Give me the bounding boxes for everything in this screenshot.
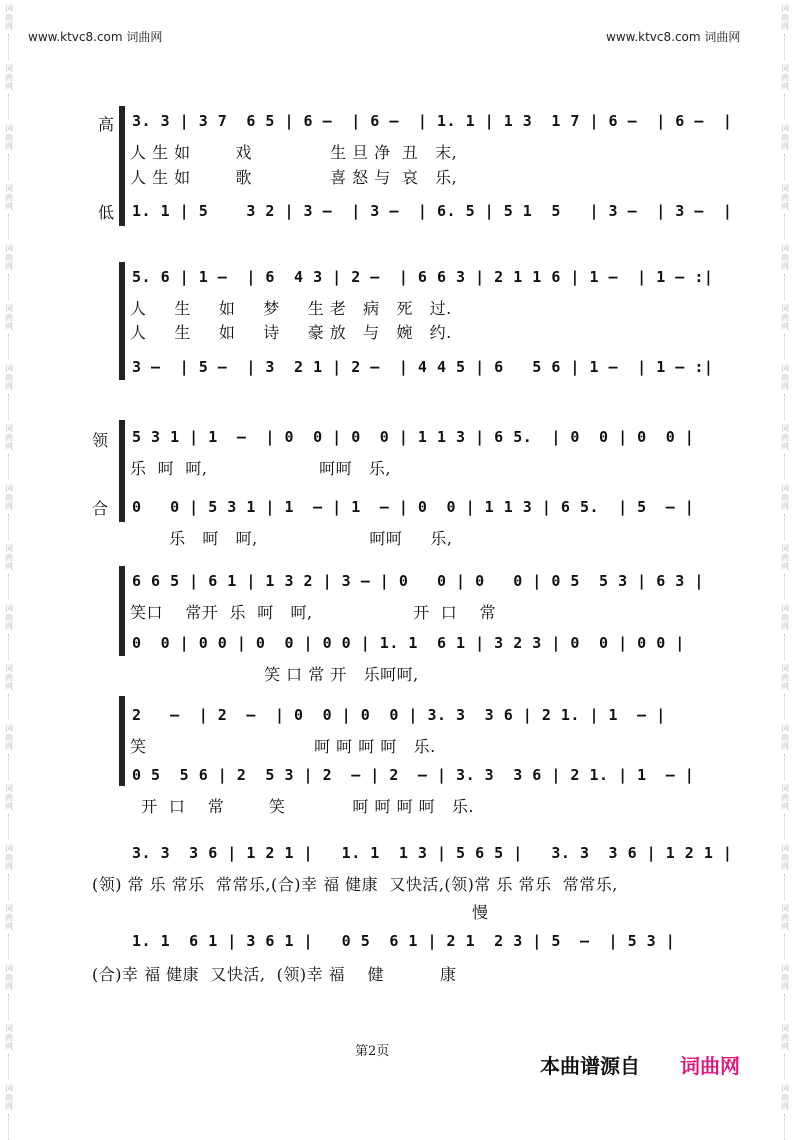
side-watermark-text: 词 曲 网 <box>781 724 789 751</box>
lyrics-verse-1: 人 生 如 梦 生 老 病 死 过. <box>130 299 452 318</box>
side-watermark-divider <box>8 1054 9 1080</box>
staff-notes-high: 5. 6 | 1 – | 6 4 3 | 2 – | 6 6 3 | 2 1 1 6 | 1 – | 1 – :| <box>132 268 714 286</box>
side-watermark-divider <box>8 754 9 780</box>
lyrics-lead: 笑 呵 呵 呵 呵 乐. <box>130 737 436 756</box>
part-label-chorus: 合 <box>92 499 109 518</box>
side-watermark-text: 词 曲 网 <box>781 64 789 91</box>
system-bracket <box>119 106 125 226</box>
system-bracket <box>119 696 125 786</box>
side-watermark-divider <box>8 1114 9 1140</box>
side-watermark-text: 词 曲 网 <box>5 184 13 211</box>
part-label-low: 低 <box>98 203 115 222</box>
side-watermark-text: 词 曲 网 <box>5 544 13 571</box>
side-watermark-divider <box>784 814 785 840</box>
side-watermark-divider <box>784 214 785 240</box>
side-watermark-text: 词 曲 网 <box>781 904 789 931</box>
system-bracket <box>119 262 125 380</box>
side-watermark-divider <box>784 454 785 480</box>
side-watermark-text: 词 曲 网 <box>5 64 13 91</box>
melody-line-2: 1. 1 6 1 | 3 6 1 | 0 5 6 1 | 2 1 2 3 | 5 – | 5 3 | <box>132 932 676 950</box>
side-watermark-text: 词 曲 网 <box>5 124 13 151</box>
side-watermark-divider <box>8 814 9 840</box>
side-watermark-text: 词 曲 网 <box>781 604 789 631</box>
side-watermark-divider <box>784 1054 785 1080</box>
source-prefix: 本曲谱源自 <box>540 1054 640 1078</box>
side-watermark-divider <box>784 574 785 600</box>
side-watermark-divider <box>8 634 9 660</box>
lyrics-chorus: 乐 呵 呵, 呵呵 乐, <box>130 529 453 548</box>
side-watermark-divider <box>784 1114 785 1140</box>
side-watermark-divider <box>784 754 785 780</box>
side-watermark-divider <box>8 274 9 300</box>
side-watermark-divider <box>8 394 9 420</box>
side-watermark-text: 词 曲 网 <box>5 964 13 991</box>
lyrics-verse-1: 人 生 如 戏 生 旦 净 丑 末, <box>130 143 458 162</box>
lyrics-line-1: (领) 常 乐 常乐 常常乐,(合)幸 福 健康 又快活,(领)常 乐 常乐 常常乐, <box>92 875 618 894</box>
side-watermark-divider <box>784 154 785 180</box>
side-watermark-text: 词 曲 网 <box>5 1024 13 1051</box>
side-watermark-text: 词 曲 网 <box>781 664 789 691</box>
lyrics-chorus: 开 口 常 笑 呵 呵 呵 呵 乐. <box>130 797 475 816</box>
part-label-lead: 领 <box>92 431 109 450</box>
staff-notes-high: 3. 3 | 3 7 6 5 | 6 – | 6 – | 1. 1 | 1 3 1 7 | 6 – | 6 – | <box>132 112 733 130</box>
side-watermark-text: 词 曲 网 <box>5 4 13 31</box>
side-watermark-text: 词 曲 网 <box>781 1084 789 1111</box>
part-label-high: 高 <box>98 115 115 134</box>
side-watermark-divider <box>784 34 785 60</box>
lyrics-lead: 笑口 常开 乐 呵 呵, 开 口 常 <box>130 603 497 622</box>
side-watermark-divider <box>8 154 9 180</box>
side-watermark-text: 词 曲 网 <box>5 604 13 631</box>
side-watermark-divider <box>784 94 785 120</box>
side-watermark-divider <box>784 394 785 420</box>
staff-notes-chorus: 0 0 | 0 0 | 0 0 | 0 0 | 1. 1 6 1 | 3 2 3 | 0 0 | 0 0 | <box>132 634 685 652</box>
right-side-watermark <box>776 0 794 1111</box>
source-brand: 词曲网 <box>680 1054 740 1078</box>
staff-notes-low: 3 – | 5 – | 3 2 1 | 2 – | 4 4 5 | 6 5 6 | 1 – | 1 – :| <box>132 358 714 376</box>
side-watermark-divider <box>8 514 9 540</box>
side-watermark-divider <box>8 34 9 60</box>
system-bracket <box>119 566 125 656</box>
side-watermark-divider <box>784 334 785 360</box>
side-watermark-text: 词 曲 网 <box>781 364 789 391</box>
staff-notes-lead: 2 – | 2 – | 0 0 | 0 0 | 3. 3 3 6 | 2 1. | 1 – | <box>132 706 666 724</box>
lyrics-chorus: 笑 口 常 开 乐呵呵, <box>130 665 419 684</box>
side-watermark-text: 词 曲 网 <box>781 124 789 151</box>
left-side-watermark <box>0 0 18 1111</box>
staff-notes-low: 1. 1 | 5 3 2 | 3 – | 3 – | 6. 5 | 5 1 5 | 3 – | 3 – | <box>132 202 733 220</box>
side-watermark-divider <box>8 994 9 1020</box>
tempo-mark: 慢 <box>472 903 489 922</box>
side-watermark-divider <box>8 874 9 900</box>
lyrics-verse-2: 人 生 如 诗 豪 放 与 婉 约. <box>130 323 452 342</box>
side-watermark-text: 词 曲 网 <box>781 304 789 331</box>
side-watermark-text: 词 曲 网 <box>5 664 13 691</box>
staff-notes-chorus: 0 0 | 5 3 1 | 1 – | 1 – | 0 0 | 1 1 3 | 6 5. | 5 – | <box>132 498 695 516</box>
side-watermark-divider <box>784 874 785 900</box>
lyrics-lead: 乐 呵 呵, 呵呵 乐, <box>130 459 391 478</box>
staff-notes-lead: 5 3 1 | 1 – | 0 0 | 0 0 | 1 1 3 | 6 5. | 0 0 | 0 0 | <box>132 428 695 446</box>
side-watermark-divider <box>8 694 9 720</box>
side-watermark-divider <box>8 94 9 120</box>
side-watermark-text: 词 曲 网 <box>781 4 789 31</box>
header-watermark-left: www.ktvc8.com 词曲网 <box>28 30 163 44</box>
side-watermark-text: 词 曲 网 <box>5 1084 13 1111</box>
side-watermark-divider <box>784 934 785 960</box>
melody-line-1: 3. 3 3 6 | 1 2 1 | 1. 1 1 3 | 5 6 5 | 3. 3 3 6 | 1 2 1 | <box>132 844 733 862</box>
side-watermark-text: 词 曲 网 <box>5 364 13 391</box>
side-watermark-text: 词 曲 网 <box>5 724 13 751</box>
system-bracket <box>119 420 125 522</box>
side-watermark-divider <box>8 934 9 960</box>
side-watermark-divider <box>8 574 9 600</box>
side-watermark-text: 词 曲 网 <box>5 904 13 931</box>
staff-notes-lead: 6 6 5 | 6 1 | 1 3 2 | 3 – | 0 0 | 0 0 | 0 5 5 3 | 6 3 | <box>132 572 704 590</box>
side-watermark-divider <box>784 514 785 540</box>
side-watermark-divider <box>784 994 785 1020</box>
side-watermark-text: 词 曲 网 <box>5 784 13 811</box>
side-watermark-text: 词 曲 网 <box>5 244 13 271</box>
side-watermark-text: 词 曲 网 <box>781 424 789 451</box>
page-number: 第2页 <box>355 1044 390 1059</box>
header-watermark-right: www.ktvc8.com 词曲网 <box>606 30 741 44</box>
side-watermark-divider <box>784 274 785 300</box>
side-watermark-text: 词 曲 网 <box>5 484 13 511</box>
staff-notes-chorus: 0 5 5 6 | 2 5 3 | 2 – | 2 – | 3. 3 3 6 | 2 1. | 1 – | <box>132 766 695 784</box>
side-watermark-text: 词 曲 网 <box>781 784 789 811</box>
side-watermark-text: 词 曲 网 <box>781 1024 789 1051</box>
side-watermark-text: 词 曲 网 <box>5 844 13 871</box>
side-watermark-text: 词 曲 网 <box>5 304 13 331</box>
side-watermark-text: 词 曲 网 <box>781 964 789 991</box>
lyrics-line-2: (合)幸 福 健康 又快活, (领)幸 福 健 康 <box>92 965 457 984</box>
side-watermark-divider <box>8 454 9 480</box>
side-watermark-text: 词 曲 网 <box>781 544 789 571</box>
side-watermark-text: 词 曲 网 <box>781 184 789 211</box>
side-watermark-text: 词 曲 网 <box>781 484 789 511</box>
lyrics-verse-2: 人 生 如 歌 喜 怒 与 哀 乐, <box>130 168 458 187</box>
side-watermark-divider <box>784 634 785 660</box>
side-watermark-text: 词 曲 网 <box>781 844 789 871</box>
side-watermark-divider <box>784 694 785 720</box>
side-watermark-text: 词 曲 网 <box>781 244 789 271</box>
side-watermark-divider <box>8 214 9 240</box>
side-watermark-divider <box>8 334 9 360</box>
side-watermark-text: 词 曲 网 <box>5 424 13 451</box>
